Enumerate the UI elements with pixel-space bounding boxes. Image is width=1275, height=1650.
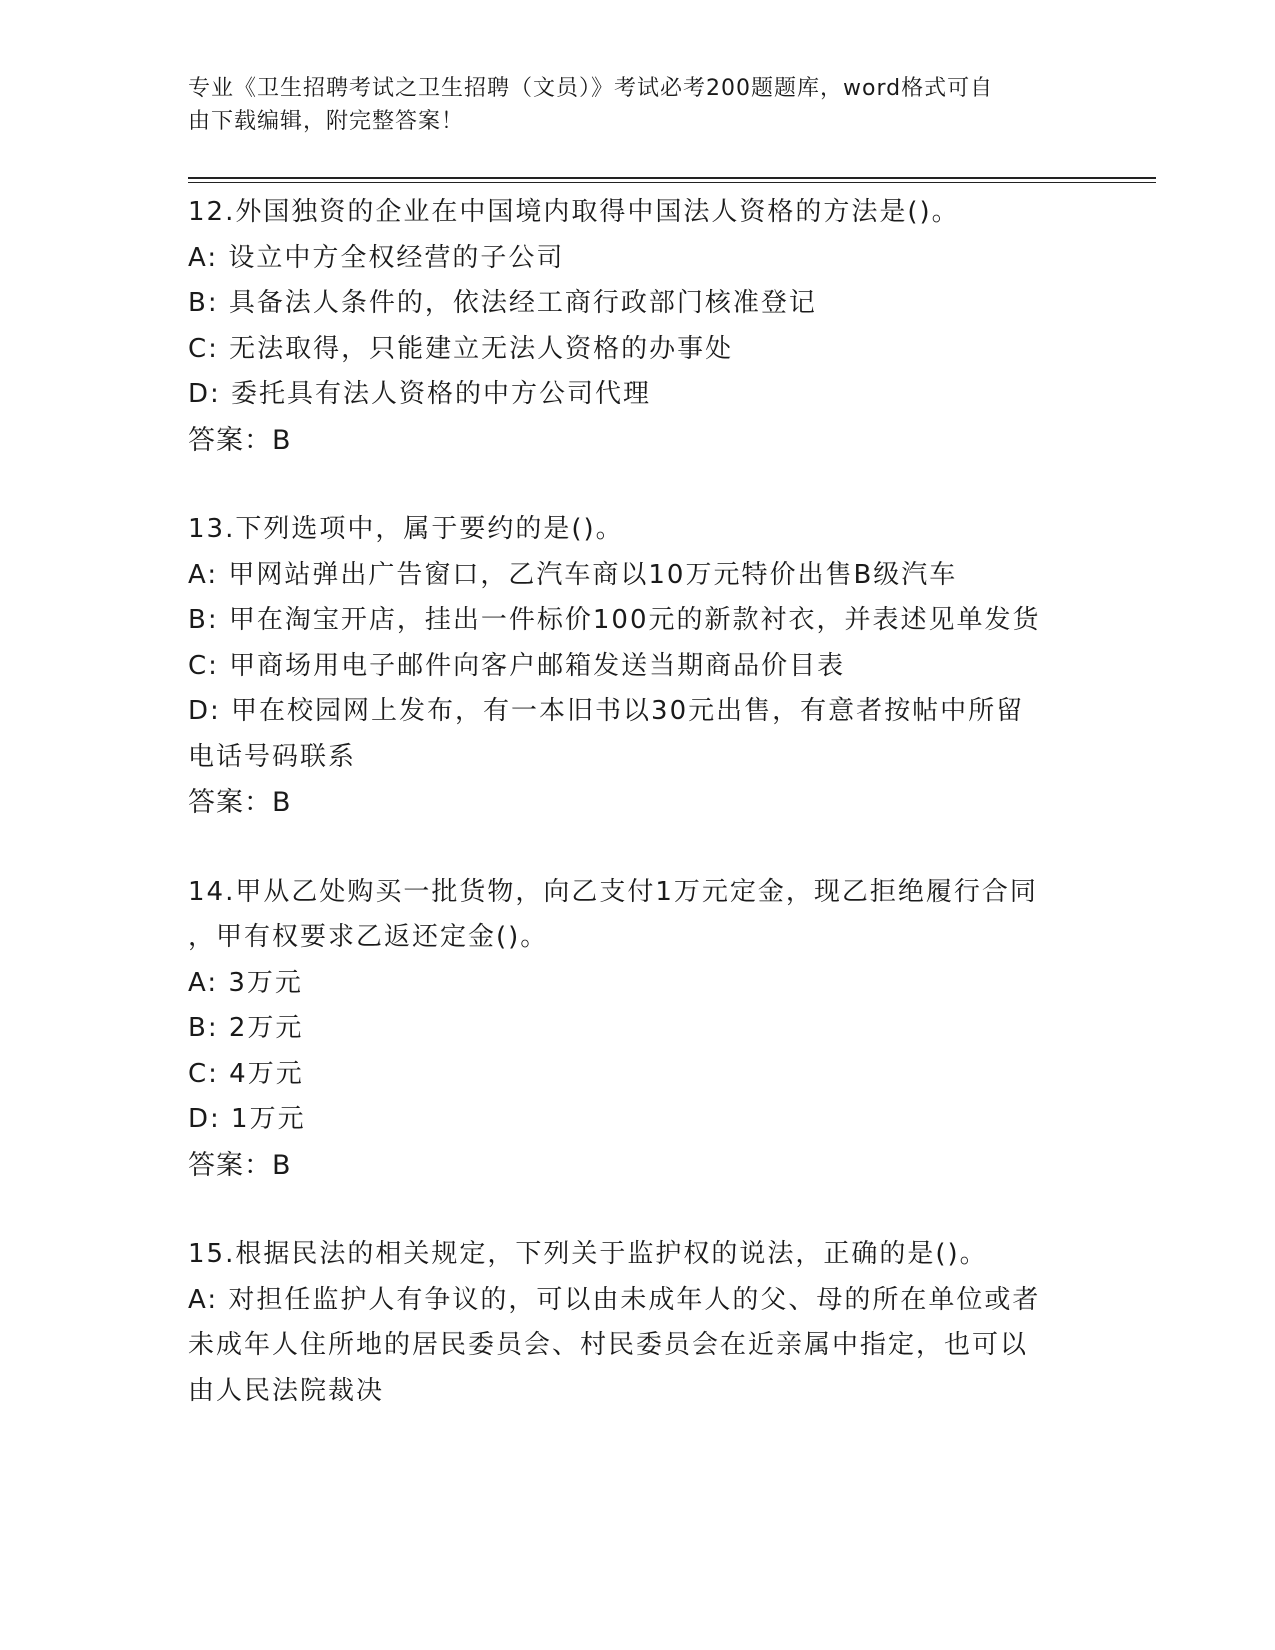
question-stem: 12.外国独资的企业在中国境内取得中国法人资格的方法是()。 — [188, 197, 960, 227]
answer-option: B: 具备法人条件的，依法经工商行政部门核准登记 — [188, 288, 817, 318]
question-block — [188, 507, 1088, 870]
header-line-2: 由下载编辑，附完整答案！ — [188, 109, 465, 134]
answer-option: A: 3万元 — [188, 967, 303, 998]
question-list — [188, 190, 1088, 1414]
header-divider-thick — [188, 177, 1156, 179]
question-stem: 14.甲从乙处购买一批货物，向乙支付1万元定金，现乙拒绝履行合同 — [188, 876, 1038, 907]
answer-option: D: 甲在校园网上发布，有一本旧书以30元出售，有意者按帖中所留 — [188, 696, 1025, 726]
answer-option: B: 2万元 — [188, 1013, 304, 1043]
answer-option: 电话号码联系 — [188, 741, 357, 772]
answer-key: 答案：B — [188, 424, 292, 456]
document-header — [188, 72, 1068, 138]
header-divider-thin — [188, 182, 1156, 183]
answer-option: A: 对担任监护人有争议的，可以由未成年人的父、母的所在单位或者 — [188, 1284, 1041, 1315]
answer-option: C: 4万元 — [188, 1058, 304, 1089]
question-spacer — [188, 826, 1088, 870]
answer-option: B: 甲在淘宝开店，挂出一件标价100元的新款衬衣，并表述见单发货 — [188, 605, 1041, 635]
answer-option: A: 设立中方全权经营的子公司 — [188, 242, 565, 273]
answer-option: A: 甲网站弹出广告窗口，乙汽车商以10万元特价出售B级汽车 — [188, 559, 958, 590]
question-spacer — [188, 1188, 1088, 1232]
answer-key: 答案：B — [188, 1149, 292, 1181]
answer-option: D: 委托具有法人资格的中方公司代理 — [188, 379, 652, 409]
header-line-1: 专业《卫生招聘考试之卫生招聘（文员）》考试必考200题题库，word格式可自 — [188, 76, 994, 101]
question-block — [188, 870, 1088, 1233]
answer-option: C: 甲商场用电子邮件向客户邮箱发送当期商品价目表 — [188, 650, 846, 681]
question-spacer — [188, 463, 1088, 507]
answer-option: D: 1万元 — [188, 1104, 306, 1134]
question-stem: ，甲有权要求乙返还定金()。 — [188, 922, 549, 952]
answer-option: 未成年人住所地的居民委员会、村民委员会在近亲属中指定，也可以 — [188, 1330, 1029, 1360]
question-stem: 13.下列选项中，属于要约的是()。 — [188, 514, 624, 544]
answer-option: C: 无法取得，只能建立无法人资格的办事处 — [188, 333, 734, 364]
question-block — [188, 1232, 1088, 1414]
answer-option: 由人民法院裁决 — [188, 1375, 385, 1406]
question-stem: 15.根据民法的相关规定，下列关于监护权的说法，正确的是()。 — [188, 1239, 988, 1269]
answer-key: 答案：B — [188, 787, 292, 818]
question-block — [188, 190, 1088, 507]
